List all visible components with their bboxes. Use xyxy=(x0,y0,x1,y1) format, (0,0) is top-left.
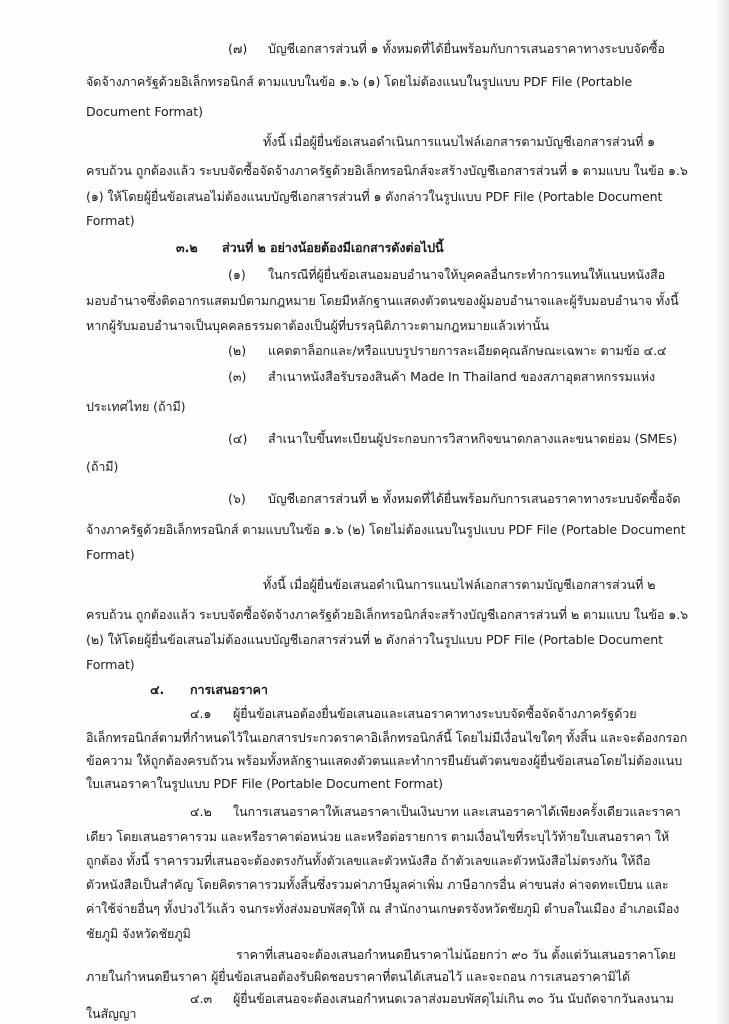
note-1-line-1: ทั้งนี้ เมื่อผู้ยื่นข้อเสนอดำเนินการแนบไฟล์เอกสารตามบัญชีเอกสารส่วนที่ ๑ xyxy=(263,134,656,149)
note-2-line-4: Format) xyxy=(86,657,135,672)
section-4-2-line-1: ในการเสนอราคาให้เสนอราคาเป็นเงินบาท และเสนอราคาได้เพียงครั้งเดียวและราคา xyxy=(233,804,681,819)
section-3-2-number: ๓.๒ xyxy=(176,240,198,255)
note-2-line-2: ครบถ้วน ถูกต้องแล้ว ระบบจัดซื้อจัดจ้างภาครัฐด้วยอิเล็กทรอนิกส์จะสร้างบัญชีเอกสารส่วนที่ ๒ ตามแบบ ในข้อ ๑.๖ xyxy=(86,607,689,622)
note-2-line-3: (๒) ให้โดยผู้ยื่นข้อเสนอไม่ต้องแนบบัญชีเอกสารส่วนที่ ๒ ดังกล่าวในรูปแบบ PDF File (Portable Document xyxy=(86,632,663,647)
section-4-2-line-5: ค่าใช้จ่ายอื่นๆ ทั้งปวงไว้แล้ว จนกระทั่งส่งมอบพัสดุให้ ณ สำนักงานเกษตรจังหวัดชัยภูมิ ตำบลในเมือง อำเภอเมือง xyxy=(86,901,680,916)
item-7-line-3: Document Format) xyxy=(86,104,203,119)
item-4-number: (๔) xyxy=(228,431,248,446)
item-7-line-2: จัดจ้างภาครัฐด้วยอิเล็กทรอนิกส์ ตามแบบในข้อ ๑.๖ (๑) โดยไม่ต้องแนบในรูปแบบ PDF File (Portable xyxy=(86,74,633,89)
note-1-line-3: (๑) ให้โดยผู้ยื่นข้อเสนอไม่ต้องแนบบัญชีเอกสารส่วนที่ ๑ ดังกล่าวในรูปแบบ PDF File (Portable Document xyxy=(86,189,663,204)
page-edge-shadow xyxy=(715,0,729,1024)
section-4-2-line-4: ตัวหนังสือเป็นสำคัญ โดยคิดราคารวมทั้งสิ้นซึ่งรวมค่าภาษีมูลค่าเพิ่ม ภาษีอากรอื่น ค่าขนส่ง ค่าจดทะเบียน และ xyxy=(86,877,669,892)
section-4-2-line-6: ชัยภูมิ จังหวัดชัยภูมิ xyxy=(86,926,191,941)
note-3-line-2: ภายในกำหนดยืนราคา ผู้ยื่นข้อเสนอต้องรับผิดชอบราคาที่ตนได้เสนอไว้ และจะถอน การเสนอราคามิได้ xyxy=(86,969,631,984)
item-4-line-2: (ถ้ามี) xyxy=(86,459,119,474)
section-4-3-line-1: ผู้ยื่นข้อเสนอจะต้องเสนอกำหนดเวลาส่งมอบพัสดุไม่เกิน ๓๐ วัน นับถัดจากวันลงนาม xyxy=(233,991,674,1006)
section-3-2-heading: ส่วนที่ ๒ อย่างน้อยต้องมีเอกสารดังต่อไปนี้ xyxy=(222,240,444,255)
section-4-number: ๔. xyxy=(150,682,165,697)
section-4-2-number: ๔.๒ xyxy=(190,804,212,819)
item-7-number: (๗) xyxy=(228,41,248,56)
item-6-line-1: บัญชีเอกสารส่วนที่ ๒ ทั้งหมดที่ได้ยื่นพร้อมกับการเสนอราคาทางระบบจัดซื้อจัด xyxy=(268,491,681,506)
section-4-3-line-2: ในสัญญา xyxy=(86,1006,137,1021)
item-1-line-1: ในกรณีที่ผู้ยื่นข้อเสนอมอบอำนาจให้บุคคลอื่นกระทำการแทนให้แนบหนังสือ xyxy=(268,267,666,282)
item-4-line-1: สำเนาใบขึ้นทะเบียนผู้ประกอบการวิสาหกิจขนาดกลางและขนาดย่อม (SMEs) xyxy=(268,431,678,446)
item-2-line-1: แคตตาล็อกและ/หรือแบบรูปรายการละเอียดคุณลักษณะเฉพาะ ตามข้อ ๔.๔ xyxy=(268,343,667,358)
note-3-line-1: ราคาที่เสนอจะต้องเสนอกำหนดยืนราคาไม่น้อยกว่า ๙๐ วัน ตั้งแต่วันเสนอราคาโดย xyxy=(236,947,676,962)
section-4-1-line-4: ใบเสนอราคาในรูปแบบ PDF File (Portable Document Format) xyxy=(86,776,443,791)
item-6-line-3: Format) xyxy=(86,547,135,562)
section-4-2-line-2: เดียว โดยเสนอราคารวม และหรือราคาต่อหน่วย และหรือต่อรายการ ตามเงื่อนไขที่ระบุไว้ท้ายใบเสนอราคา ให้ xyxy=(86,829,670,844)
note-1-line-2: ครบถ้วน ถูกต้องแล้ว ระบบจัดซื้อจัดจ้างภาครัฐด้วยอิเล็กทรอนิกส์จะสร้างบัญชีเอกสารส่วนที่ ๑ ตามแบบ ในข้อ ๑.๖ xyxy=(86,163,688,178)
item-6-number: (๖) xyxy=(228,491,246,506)
note-2-line-1: ทั้งนี้ เมื่อผู้ยื่นข้อเสนอดำเนินการแนบไฟล์เอกสารตามบัญชีเอกสารส่วนที่ ๒ xyxy=(263,577,656,592)
item-3-number: (๓) xyxy=(228,369,247,384)
section-4-3-number: ๔.๓ xyxy=(190,991,213,1006)
section-4-1-line-3: ข้อความ ให้ถูกต้องครบถ้วน พร้อมทั้งหลักฐานแสดงตัวตนและทำการยืนยันตัวตนของผู้ยื่นข้อเสนอโดยไม่ต้องแนบ xyxy=(86,753,683,768)
item-1-line-3: หากผู้รับมอบอำนาจเป็นบุคคลธรรมดาต้องเป็นผู้ที่บรรลุนิติภาวะตามกฎหมายแล้วเท่านั้น xyxy=(86,318,550,333)
section-4-2-line-3: ถูกต้อง ทั้งนี้ ราคารวมที่เสนอจะต้องตรงกันทั้งตัวเลขและตัวหนังสือ ถ้าตัวเลขและตัวหนังสือไม่ตรงกัน ให้ถือ xyxy=(86,853,651,868)
item-3-line-2: ประเทศไทย (ถ้ามี) xyxy=(86,399,186,414)
item-2-number: (๒) xyxy=(228,343,247,358)
item-7-line-1: บัญชีเอกสารส่วนที่ ๑ ทั้งหมดที่ได้ยื่นพร้อมกับการเสนอราคาทางระบบจัดซื้อ xyxy=(268,41,665,56)
section-4-1-line-2: อิเล็กทรอนิกส์ตามที่กำหนดไว้ในเอกสารประกวดราคาอิเล็กทรอนิกส์นี้ โดยไม่มีเงื่อนไขใดๆ ทั้งสิ้น และจะต้องกรอก xyxy=(86,730,688,745)
item-3-line-1: สำเนาหนังสือรับรองสินค้า Made In Thailand ของสภาอุตสาหกรรมแห่ง xyxy=(268,369,656,384)
item-1-line-2: มอบอำนาจซึ่งติดอากรแสตมป์ตามกฎหมาย โดยมีหลักฐานแสดงตัวตนของผู้มอบอำนาจและผู้รับมอบอำนาจ ทั้งนี้ xyxy=(86,293,679,308)
section-4-heading: การเสนอราคา xyxy=(190,682,268,697)
note-1-line-4: Format) xyxy=(86,213,135,228)
item-6-line-2: จ้างภาครัฐด้วยอิเล็กทรอนิกส์ ตามแบบในข้อ ๑.๖ (๒) โดยไม่ต้องแนบในรูปแบบ PDF File (Portable Document xyxy=(86,522,686,537)
section-4-1-number: ๔.๑ xyxy=(190,706,212,721)
item-1-number: (๑) xyxy=(228,267,246,282)
section-4-1-line-1: ผู้ยื่นข้อเสนอต้องยื่นข้อเสนอและเสนอราคาทางระบบจัดซื้อจัดจ้างภาครัฐด้วย xyxy=(233,706,637,721)
